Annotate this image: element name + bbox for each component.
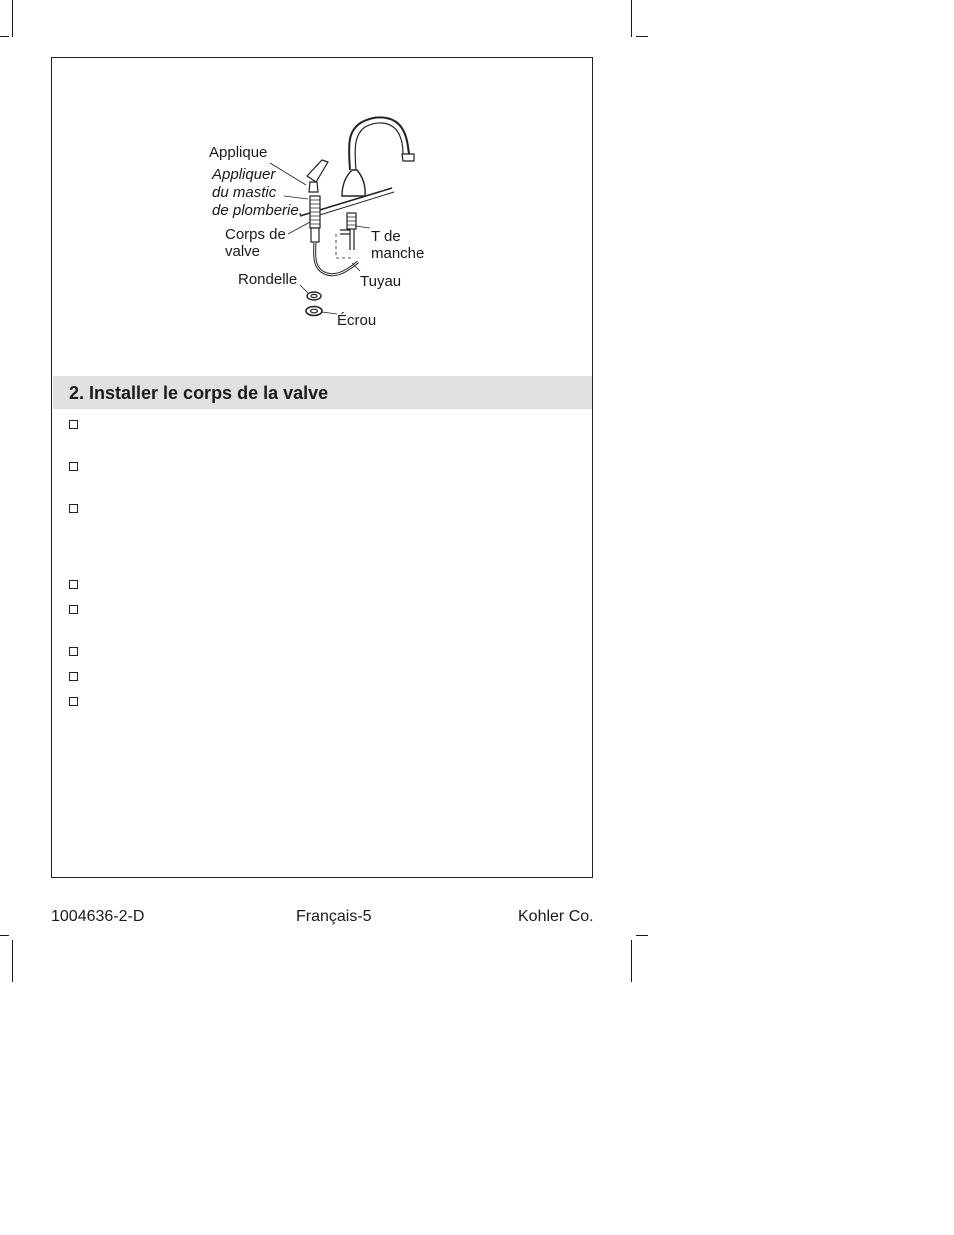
label-tee-line1: T de bbox=[371, 228, 401, 245]
crop-mark bbox=[0, 935, 9, 936]
label-plumbers-putty-line3: de plomberie. bbox=[212, 202, 303, 219]
label-hose: Tuyau bbox=[360, 273, 402, 290]
checklist-checkbox[interactable] bbox=[69, 420, 78, 429]
label-tee-line2: manche bbox=[371, 245, 425, 262]
label-washer: Rondelle bbox=[238, 271, 298, 288]
crop-mark bbox=[12, 0, 13, 37]
crop-mark bbox=[631, 940, 632, 982]
checklist-checkbox[interactable] bbox=[69, 504, 78, 513]
section-header bbox=[53, 376, 592, 409]
label-plumbers-putty-line2: du mastic bbox=[212, 184, 277, 201]
crop-mark bbox=[0, 36, 9, 37]
faucet-diagram bbox=[52, 58, 592, 358]
checklist-checkbox[interactable] bbox=[69, 462, 78, 471]
section-title: 2. Installer le corps de la valve bbox=[69, 383, 329, 403]
footer-doc-number: 1004636-2-D bbox=[51, 908, 145, 925]
checklist-checkbox[interactable] bbox=[69, 605, 78, 614]
faucet-illustration bbox=[52, 58, 592, 358]
crop-mark bbox=[636, 935, 648, 936]
crop-mark bbox=[636, 36, 648, 37]
checklist-checkbox[interactable] bbox=[69, 672, 78, 681]
checklist-checkbox[interactable] bbox=[69, 697, 78, 706]
checklist-checkbox[interactable] bbox=[69, 580, 78, 589]
crop-mark bbox=[12, 940, 13, 982]
label-applique: Applique bbox=[209, 144, 268, 161]
crop-mark bbox=[631, 0, 632, 37]
instruction-panel bbox=[51, 57, 593, 878]
checklist-checkbox[interactable] bbox=[69, 647, 78, 656]
label-valve-body-line2: valve bbox=[225, 243, 261, 260]
footer-page-number: Français-5 bbox=[296, 908, 372, 925]
label-valve-body-line1: Corps de bbox=[225, 226, 286, 243]
label-plumbers-putty-line1: Appliquer bbox=[212, 166, 276, 183]
footer-company: Kohler Co. bbox=[518, 908, 594, 925]
label-nut: Écrou bbox=[337, 312, 377, 329]
